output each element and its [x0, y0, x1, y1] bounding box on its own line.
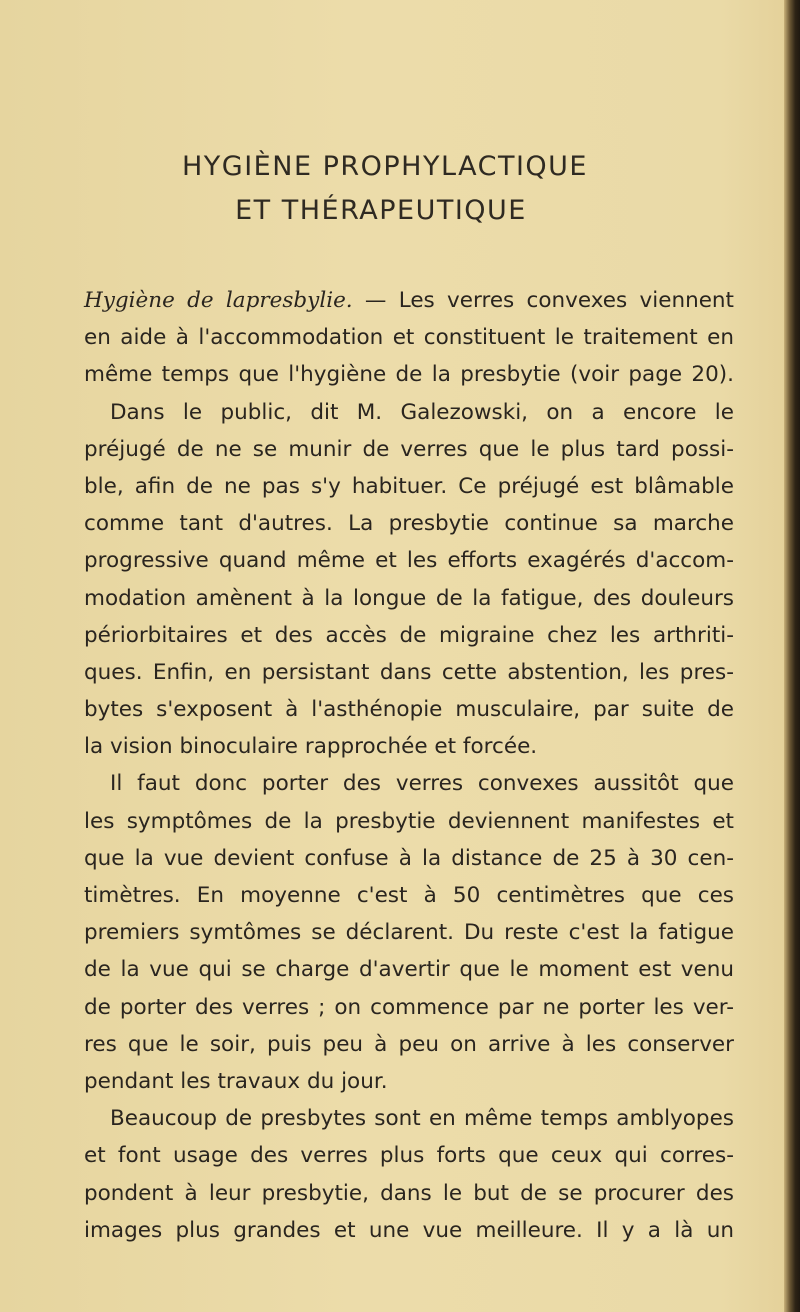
text-line: bytes s'exposent à l'asthénopie musculaire, par suite de	[84, 697, 734, 723]
text-line: timètres. En moyenne c'est à 50 centimètres que ces	[84, 883, 734, 908]
text-line: que la vue devient confuse à la distance de 25 à 30 cen-	[84, 845, 734, 871]
text-line: pondent à leur presbytie, dans le but de se procurer des	[84, 1180, 734, 1206]
text-line: res que le soir, puis peu à peu on arrive à les conserver	[84, 1031, 734, 1057]
text-line: modation amènent à la longue de la fatigue, des douleurs	[84, 585, 734, 611]
heading-line-2: ET THÉRAPEUTIQUE	[235, 195, 527, 226]
text-line: Il faut donc porter des verres convexes aussitôt que	[110, 771, 734, 797]
text-line: images plus grandes et une vue meilleure. Il y a là un	[84, 1217, 734, 1243]
text-line: pendant les travaux du jour.	[84, 1068, 388, 1094]
text-line: comme tant d'autres. La presbytie continue sa marche	[84, 511, 734, 537]
text-line: ques. Enfin, en persistant dans cette abstention, les pres-	[84, 659, 734, 685]
text-line: Dans le public, dit M. Galezowski, on a encore le	[110, 399, 734, 425]
text-line: la vision binoculaire rapprochée et forcée.	[84, 734, 538, 760]
section-title: Hygiène de lapresbylie.	[84, 288, 353, 313]
text-line: et font usage des verres plus forts que ceux qui corres-	[84, 1143, 734, 1169]
chapter-heading	[0, 145, 770, 233]
text-line: premiers symtômes se déclarent. Du reste c'est la fatigue	[84, 920, 734, 946]
text-line	[84, 282, 734, 319]
heading-line-1: HYGIÈNE PROPHYLACTIQUE	[182, 151, 588, 182]
text-line: périorbitaires et des accès de migraine chez les arthriti-	[84, 622, 734, 648]
text-line: de la vue qui se charge d'avertir que le moment est venu	[84, 957, 734, 983]
text-line: de porter des verres ; on commence par ne porter les ver-	[84, 994, 734, 1020]
text-line: les symptômes de la presbytie deviennent manifestes et	[84, 808, 734, 834]
page-binding-edge	[784, 0, 800, 1312]
text-line: Beaucoup de presbytes sont en même temps amblyopes	[110, 1106, 734, 1132]
text-segment: — Les verres convexes viennent	[352, 288, 734, 313]
text-line: progressive quand même et les efforts exagérés d'accom-	[84, 548, 734, 574]
text-line: en aide à l'accommodation et constituent le traitement en	[84, 325, 734, 351]
text-line: préjugé de ne se munir de verres que le plus tard possi-	[84, 436, 734, 462]
body-paragraphs	[84, 282, 734, 1249]
text-line: ble, afin de ne pas s'y habituer. Ce préjugé est blâmable	[84, 473, 734, 499]
text-line: même temps que l'hygiène de la presbytie (voir page 20).	[84, 362, 734, 388]
